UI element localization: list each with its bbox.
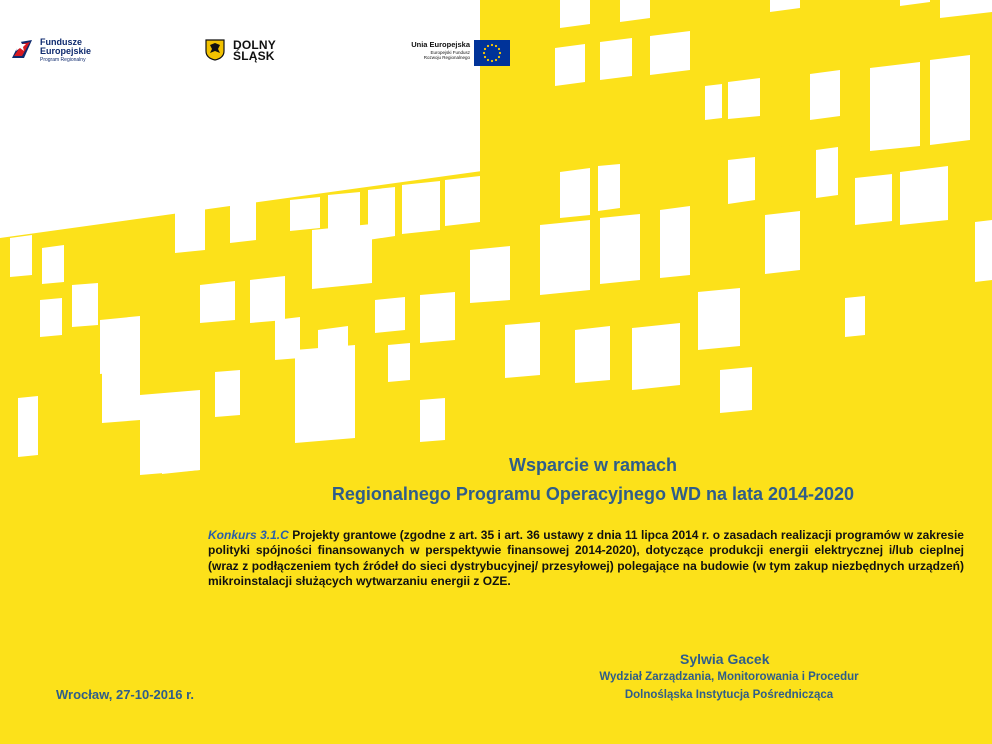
logo-unia-europejska: [400, 40, 512, 70]
logo-fundusze-europejskie: [10, 36, 90, 68]
fe-logo-line2: Europejskie: [40, 46, 92, 56]
eu-flag-icon: [474, 40, 510, 66]
competition-text: Projekty grantowe (zgodne z art. 35 i art. 36 ustawy z dnia 11 lipca 2014 r. o zasadach realizacji programów w zakresie polityki spójności finansowanych w perspektywie finansowej 2014-2020), dotyczące produkcji energii elektrycznej i/lub cieplnej (wraz z podłączeniem tych źródeł do sieci dystrybucyjnej/ przesyłowej) polegające na budowie (w tym zakup niezbędnych urządzeń) mikroinstalacji służących wytwarzaniu energii z OZE.: [208, 528, 964, 589]
eu-funds-star-icon: [10, 38, 34, 60]
place-date: Wrocław, 27-10-2016 r.: [56, 687, 195, 702]
fe-logo-line3: Program Regionalny: [40, 57, 86, 63]
fe-logo-line1: Fundusze: [40, 37, 82, 47]
ds-logo-line1: DOLNY: [233, 38, 276, 52]
author-name: Sylwia Gacek: [680, 651, 770, 667]
logo-dolny-slask: [205, 38, 295, 66]
author-department: Wydział Zarządzania, Monitorowania i Procedur: [599, 671, 859, 683]
ds-logo-line2: ŚLĄSK: [233, 49, 275, 63]
slide-title-line1: Wsparcie w ramach: [508, 455, 678, 475]
competition-description: [208, 528, 964, 590]
slide-title-line2: Regionalnego Programu Operacyjnego WD na lata 2014-2020: [331, 484, 855, 504]
competition-code: Konkurs 3.1.C: [208, 528, 289, 542]
eagle-shield-icon: [205, 39, 225, 61]
ue-logo-line3: Rozwoju Regionalnego: [423, 55, 470, 60]
ue-logo-line2: Europejski Fundusz: [430, 50, 470, 55]
author-institution: Dolnośląska Instytucja Pośrednicząca: [624, 689, 834, 701]
ue-logo-line1: Unia Europejska: [411, 40, 470, 49]
